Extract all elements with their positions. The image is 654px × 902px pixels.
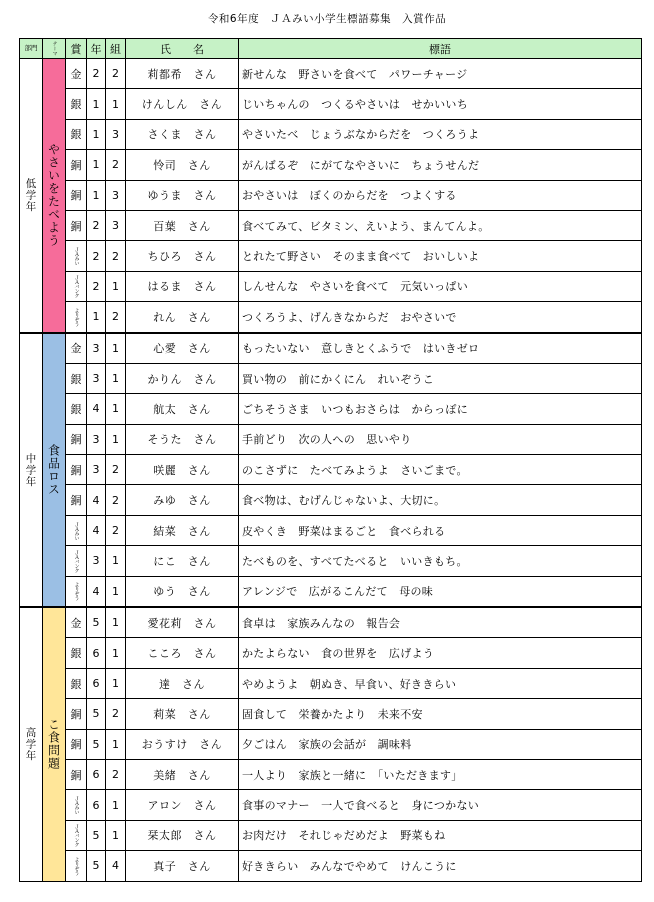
name-cell: 愛花莉 さん: [126, 607, 239, 638]
name-cell: そうた さん: [126, 424, 239, 454]
prize-cell: 銀: [66, 363, 87, 393]
slogan-cell: 好ききらい みんなでやめて けんこうに: [239, 851, 642, 881]
name-cell: 結菜 さん: [126, 515, 239, 545]
division-cell: 高学年: [20, 607, 43, 881]
class-cell: 1: [106, 271, 126, 301]
grade-cell: 1: [87, 150, 106, 180]
table-row: [20, 363, 642, 393]
name-cell: 真子 さん: [126, 851, 239, 881]
class-cell: 1: [106, 668, 126, 698]
prize-cell: 銅: [66, 180, 87, 210]
slogan-cell: 食卓は 家族みんなの 報告会: [239, 607, 642, 638]
table-row: [20, 576, 642, 607]
name-cell: 美緒 さん: [126, 759, 239, 789]
prize-label: ＪＡバンク: [73, 824, 80, 847]
class-cell: 1: [106, 820, 126, 850]
prize-cell: [66, 820, 87, 850]
slogan-cell: 買い物の 前にかくにん れいぞうこ: [239, 363, 642, 393]
grade-cell: 1: [87, 180, 106, 210]
prize-cell: [66, 546, 87, 576]
award-table-body: [20, 59, 642, 882]
name-cell: 咲麗 さん: [126, 455, 239, 485]
division-cell: 中学年: [20, 333, 43, 608]
name-cell: アロン さん: [126, 790, 239, 820]
class-cell: 2: [106, 241, 126, 271]
prize-cell: 銅: [66, 729, 87, 759]
table-row: [20, 333, 642, 364]
slogan-cell: 食べてみて、ビタミン、えいよう、まんてんよ。: [239, 210, 642, 240]
slogan-cell: じいちゃんの つくるやさいは せかいいち: [239, 89, 642, 119]
class-cell: 2: [106, 699, 126, 729]
grade-cell: 6: [87, 759, 106, 789]
name-cell: 百葉 さん: [126, 210, 239, 240]
division-cell: 低学年: [20, 59, 43, 333]
slogan-cell: お肉だけ それじゃだめだよ 野菜もね: [239, 820, 642, 850]
class-cell: 1: [106, 576, 126, 607]
name-cell: かりん さん: [126, 363, 239, 393]
slogan-cell: 新せんな 野さいを食べて パワーチャージ: [239, 59, 642, 89]
grade-cell: 2: [87, 271, 106, 301]
prize-cell: 銀: [66, 668, 87, 698]
grade-cell: 6: [87, 790, 106, 820]
class-cell: 1: [106, 546, 126, 576]
prize-cell: 銅: [66, 150, 87, 180]
name-cell: 心愛 さん: [126, 333, 239, 364]
table-row: [20, 729, 642, 759]
grade-cell: 2: [87, 241, 106, 271]
prize-cell: 銀: [66, 119, 87, 149]
table-row: [20, 455, 642, 485]
slogan-cell: おやさいは ぼくのからだを つよくする: [239, 180, 642, 210]
name-cell: ちひろ さん: [126, 241, 239, 271]
class-cell: 2: [106, 485, 126, 515]
table-row: [20, 607, 642, 638]
prize-cell: 銀: [66, 394, 87, 424]
table-row: [20, 271, 642, 301]
page-title: 令和6年度 ＪＡみい小学生標語募集 入賞作品: [207, 13, 447, 25]
class-cell: 2: [106, 515, 126, 545]
table-row: [20, 546, 642, 576]
grade-cell: 6: [87, 638, 106, 668]
table-row: [20, 150, 642, 180]
name-cell: はるま さん: [126, 271, 239, 301]
grade-cell: 5: [87, 820, 106, 850]
prize-cell: [66, 851, 87, 881]
slogan-cell: ごちそうさま いつもおさらは からっぽに: [239, 394, 642, 424]
table-row: [20, 668, 642, 698]
slogan-cell: とれたて野さい そのまま食べて おいしいよ: [239, 241, 642, 271]
prize-cell: [66, 241, 87, 271]
prize-label: ＪＡバンク: [73, 549, 80, 573]
grade-cell: 3: [87, 424, 106, 454]
grade-cell: 3: [87, 333, 106, 364]
class-cell: 2: [106, 302, 126, 333]
table-row: [20, 302, 642, 333]
slogan-cell: 夕ごはん 家族の会話が 調味料: [239, 729, 642, 759]
header-grade: 年: [87, 39, 106, 59]
class-cell: 1: [106, 333, 126, 364]
class-cell: 1: [106, 394, 126, 424]
grade-cell: 3: [87, 363, 106, 393]
prize-cell: 銀: [66, 638, 87, 668]
table-row: [20, 241, 642, 271]
grade-cell: 2: [87, 210, 106, 240]
grade-cell: 4: [87, 515, 106, 545]
prize-label: ＪＡみい: [73, 521, 80, 540]
name-cell: おうすけ さん: [126, 729, 239, 759]
name-cell: 航太 さん: [126, 394, 239, 424]
prize-cell: [66, 515, 87, 545]
prize-cell: 銀: [66, 89, 87, 119]
class-cell: 3: [106, 210, 126, 240]
table-row: [20, 424, 642, 454]
grade-cell: 4: [87, 485, 106, 515]
prize-label: ＪＡバンク: [73, 275, 80, 298]
slogan-cell: かたよらない 食の世界を 広げよう: [239, 638, 642, 668]
name-cell: さくま さん: [126, 119, 239, 149]
theme-cell: 食品ロス: [43, 333, 66, 608]
table-row: [20, 638, 642, 668]
grade-cell: 2: [87, 59, 106, 89]
header-division: 部門: [20, 39, 43, 59]
name-cell: れん さん: [126, 302, 239, 333]
prize-label: よりぞう: [73, 582, 80, 601]
name-cell: みゆ さん: [126, 485, 239, 515]
slogan-cell: がんばるぞ にがてなやさいに ちょうせんだ: [239, 150, 642, 180]
slogan-cell: アレンジで 広がるこんだて 母の味: [239, 576, 642, 607]
prize-label: よりぞう: [73, 307, 80, 326]
class-cell: 3: [106, 119, 126, 149]
grade-cell: 5: [87, 851, 106, 881]
name-cell: 達 さん: [126, 668, 239, 698]
prize-cell: 銅: [66, 485, 87, 515]
slogan-cell: つくろうよ、げんきなからだ おやさいで: [239, 302, 642, 333]
class-cell: 1: [106, 363, 126, 393]
prize-cell: 銅: [66, 699, 87, 729]
prize-cell: 金: [66, 607, 87, 638]
class-cell: 1: [106, 729, 126, 759]
class-cell: 1: [106, 638, 126, 668]
header-theme: テーマ: [43, 39, 66, 59]
grade-cell: 5: [87, 729, 106, 759]
table-header-row: [20, 39, 642, 59]
name-cell: にこ さん: [126, 546, 239, 576]
header-prize: 賞: [66, 39, 87, 59]
table-row: [20, 394, 642, 424]
grade-cell: 6: [87, 668, 106, 698]
table-row: [20, 759, 642, 789]
table-row: [20, 119, 642, 149]
table-row: [20, 790, 642, 820]
table-row: [20, 515, 642, 545]
slogan-cell: 食べ物は、むげんじゃないよ、大切に。: [239, 485, 642, 515]
slogan-cell: 皮やくき 野菜はまるごと 食べられる: [239, 515, 642, 545]
slogan-cell: 固食して 栄養かたより 未来不安: [239, 699, 642, 729]
slogan-cell: やさいたべ じょうぶなからだを つくろうよ: [239, 119, 642, 149]
grade-cell: 1: [87, 119, 106, 149]
class-cell: 1: [106, 790, 126, 820]
slogan-cell: しんせんな やさいを食べて 元気いっぱい: [239, 271, 642, 301]
prize-cell: 金: [66, 333, 87, 364]
grade-cell: 5: [87, 607, 106, 638]
slogan-cell: 手前どり 次の人への 思いやり: [239, 424, 642, 454]
class-cell: 4: [106, 851, 126, 881]
prize-label: よりぞう: [73, 856, 80, 875]
class-cell: 1: [106, 607, 126, 638]
theme-cell: こ食問題: [43, 607, 66, 881]
award-table: [19, 38, 642, 882]
table-row: [20, 699, 642, 729]
table-row: [20, 59, 642, 89]
prize-cell: 銅: [66, 424, 87, 454]
grade-cell: 1: [87, 89, 106, 119]
name-cell: けんしん さん: [126, 89, 239, 119]
prize-cell: 金: [66, 59, 87, 89]
class-cell: 1: [106, 89, 126, 119]
slogan-cell: 食事のマナー 一人で食べると 身につかない: [239, 790, 642, 820]
slogan-cell: のこさずに たべてみようよ さいごまで。: [239, 455, 642, 485]
prize-cell: [66, 302, 87, 333]
grade-cell: 3: [87, 455, 106, 485]
table-row: [20, 180, 642, 210]
prize-cell: 銅: [66, 210, 87, 240]
header-class: 組: [106, 39, 126, 59]
table-row: [20, 210, 642, 240]
slogan-cell: やめようよ 朝ぬき、早食い、好ききらい: [239, 668, 642, 698]
table-row: [20, 485, 642, 515]
prize-cell: 銅: [66, 455, 87, 485]
class-cell: 3: [106, 180, 126, 210]
prize-label: ＪＡみい: [73, 247, 80, 266]
prize-cell: [66, 790, 87, 820]
grade-cell: 4: [87, 576, 106, 607]
table-row: [20, 820, 642, 850]
prize-cell: 銅: [66, 759, 87, 789]
slogan-cell: たべものを、すべてたべると いいきもち。: [239, 546, 642, 576]
table-row: [20, 851, 642, 881]
prize-label: ＪＡみい: [73, 796, 80, 815]
theme-cell: やさいをたべよう: [43, 59, 66, 333]
header-name: 氏 名: [126, 39, 239, 59]
grade-cell: 1: [87, 302, 106, 333]
grade-cell: 3: [87, 546, 106, 576]
name-cell: こころ さん: [126, 638, 239, 668]
name-cell: 莉都希 さん: [126, 59, 239, 89]
name-cell: 栞太郎 さん: [126, 820, 239, 850]
name-cell: ゆう さん: [126, 576, 239, 607]
prize-cell: [66, 576, 87, 607]
class-cell: 2: [106, 59, 126, 89]
grade-cell: 5: [87, 699, 106, 729]
grade-cell: 4: [87, 394, 106, 424]
name-cell: ゆうま さん: [126, 180, 239, 210]
class-cell: 1: [106, 424, 126, 454]
class-cell: 2: [106, 455, 126, 485]
prize-cell: [66, 271, 87, 301]
slogan-cell: 一人より 家族と一緒に 「いただきます」: [239, 759, 642, 789]
table-row: [20, 89, 642, 119]
class-cell: 2: [106, 150, 126, 180]
slogan-cell: もったいない 意しきとくふうで はいきゼロ: [239, 333, 642, 364]
header-slogan: 標語: [239, 39, 642, 59]
name-cell: 莉菜 さん: [126, 699, 239, 729]
class-cell: 2: [106, 759, 126, 789]
name-cell: 怜司 さん: [126, 150, 239, 180]
